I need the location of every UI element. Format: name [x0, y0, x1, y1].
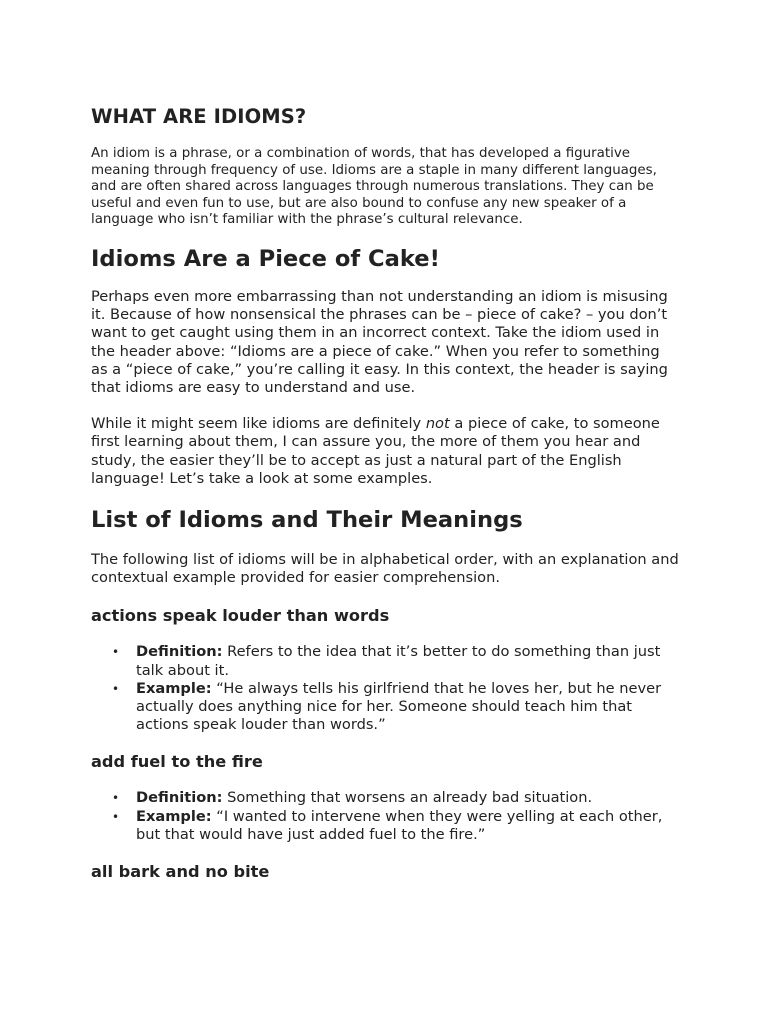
bullet-icon: •: [112, 681, 120, 696]
intro-paragraph: An idiom is a phrase, or a combination of words, that has developed a figurative meaning through frequency of use. Idioms are a staple in many different languages, and are often shared across languages through numerous translations. They can be useful and even fun to use, but are also bound to confuse any new speaker of a language who isn’t familiar with the phrase’s cultural relevance.: [91, 146, 657, 228]
paragraph-text: While it might seem like idioms are definitely: [91, 415, 426, 433]
piece-of-cake-paragraph-1: Perhaps even more embarrassing than not understanding an idiom is misusing it. Because of how nonsensical the phrases can be – piece of cake? – you don’t want to get caught using them in an incorrect context. Take the idiom used in the header above: “Idioms are a piece of cake.” When you refer to something as a “piece of cake,” you’re calling it easy. In this context, the header is saying that idioms are easy to understand and use.: [91, 287, 668, 396]
example-item: [112, 679, 680, 735]
example-text: “I wanted to intervene when they were yelling at each other, but that would have just added fuel to the fire.”: [136, 807, 663, 843]
definition-item: [112, 643, 680, 679]
idiom-heading: add fuel to the fire: [91, 752, 263, 772]
section-title-idiom-list: List of Idioms and Their Meanings: [91, 507, 523, 533]
section-title-piece-of-cake: Idioms Are a Piece of Cake!: [91, 245, 440, 272]
idiom-heading: all bark and no bite: [91, 862, 270, 882]
idiom-details-list: [91, 643, 680, 734]
emphasis-text: not: [425, 415, 450, 433]
example-text: “He always tells his girlfriend that he loves her, but he never actually does anything nice for her. Someone should teach him that actions speak louder than words.”: [136, 679, 662, 734]
idiom-list-intro: The following list of idioms will be in alphabetical order, with an explanation and contextual example provided for easier comprehension.: [91, 551, 679, 587]
example-label: Example:: [136, 679, 212, 697]
page-title: WHAT ARE IDIOMS?: [91, 105, 307, 128]
idiom-heading: actions speak louder than words: [91, 606, 390, 626]
example-label: Example:: [136, 807, 212, 825]
piece-of-cake-paragraph-2: [91, 415, 680, 488]
bullet-icon: •: [112, 809, 120, 824]
definition-label: Definition:: [136, 643, 223, 661]
bullet-icon: •: [112, 791, 120, 806]
definition-text: Refers to the idea that it’s better to do something than just talk about it.: [136, 643, 661, 679]
paragraph-text: a piece of cake, to someone first learning about them, I can assure you, the more of them you hear and study, the easier they’ll be to accept as just a natural part of the English language! Let’s take a look at some examples.: [91, 415, 660, 487]
definition-text: Something that worsens an already bad situation.: [222, 789, 593, 807]
definition-item: [112, 789, 680, 807]
definition-label: Definition:: [136, 789, 223, 807]
idiom-details-list: [91, 789, 680, 844]
bullet-icon: •: [112, 645, 120, 660]
example-item: [112, 807, 680, 844]
